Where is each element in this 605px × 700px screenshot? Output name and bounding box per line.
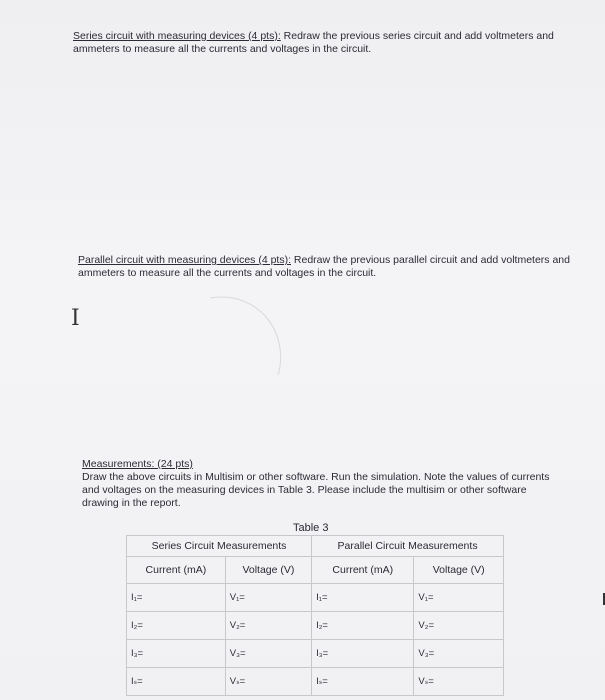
parallel-section <box>78 254 578 280</box>
table-cell: V₃= <box>225 640 311 668</box>
parallel-heading: Parallel circuit with measuring devices (4 pts): <box>78 254 291 266</box>
table-row <box>127 584 504 612</box>
table-cell: V₂= <box>225 612 311 640</box>
table-cell: I₂= <box>312 612 414 640</box>
table-cell: V₂= <box>414 612 504 640</box>
table-title: Table 3 <box>293 522 329 534</box>
table-row <box>127 668 504 696</box>
table-cell: V₁= <box>414 584 504 612</box>
measurements-table <box>126 535 504 696</box>
series-group-header: Series Circuit Measurements <box>127 536 312 557</box>
table-cell: Iₛ= <box>127 668 226 696</box>
table-cell: I₃= <box>312 640 414 668</box>
table-row <box>127 612 504 640</box>
table-cell: I₁= <box>127 584 226 612</box>
table-cell: I₂= <box>127 612 226 640</box>
series-body: Redraw the previous series circuit and add voltmeters and ammeters to measure all the currents and voltages in the circuit. <box>73 30 554 55</box>
table-cell: V₃= <box>414 640 504 668</box>
table-cell: Vₛ= <box>225 668 311 696</box>
column-header: Current (mA) <box>312 557 414 584</box>
series-heading: Series circuit with measuring devices (4 pts): <box>73 30 281 42</box>
table-cell: I₃= <box>127 640 226 668</box>
text-cursor-icon: I <box>71 306 80 331</box>
pencil-arc-mark <box>200 290 300 390</box>
parallel-body: Redraw the previous parallel circuit and add voltmeters and ammeters to measure all the currents and voltages in the circuit. <box>78 254 570 279</box>
table-cell: V₁= <box>225 584 311 612</box>
measurements-body: Draw the above circuits in Multisim or other software. Run the simulation. Note the values of currents and voltages on the measuring devices in Table 3. Please include the multisim or other software drawing in the report. <box>82 471 550 509</box>
measurements-section <box>82 458 562 510</box>
column-header: Voltage (V) <box>225 557 311 584</box>
column-header: Voltage (V) <box>414 557 504 584</box>
table-cell: I₁= <box>312 584 414 612</box>
parallel-group-header: Parallel Circuit Measurements <box>312 536 504 557</box>
table-cell: Vₛ= <box>414 668 504 696</box>
table-row <box>127 640 504 668</box>
column-header: Current (mA) <box>127 557 226 584</box>
measurements-heading: Measurements: (24 pts) <box>82 458 193 470</box>
series-section <box>73 30 573 56</box>
table-cell: Iₛ= <box>312 668 414 696</box>
